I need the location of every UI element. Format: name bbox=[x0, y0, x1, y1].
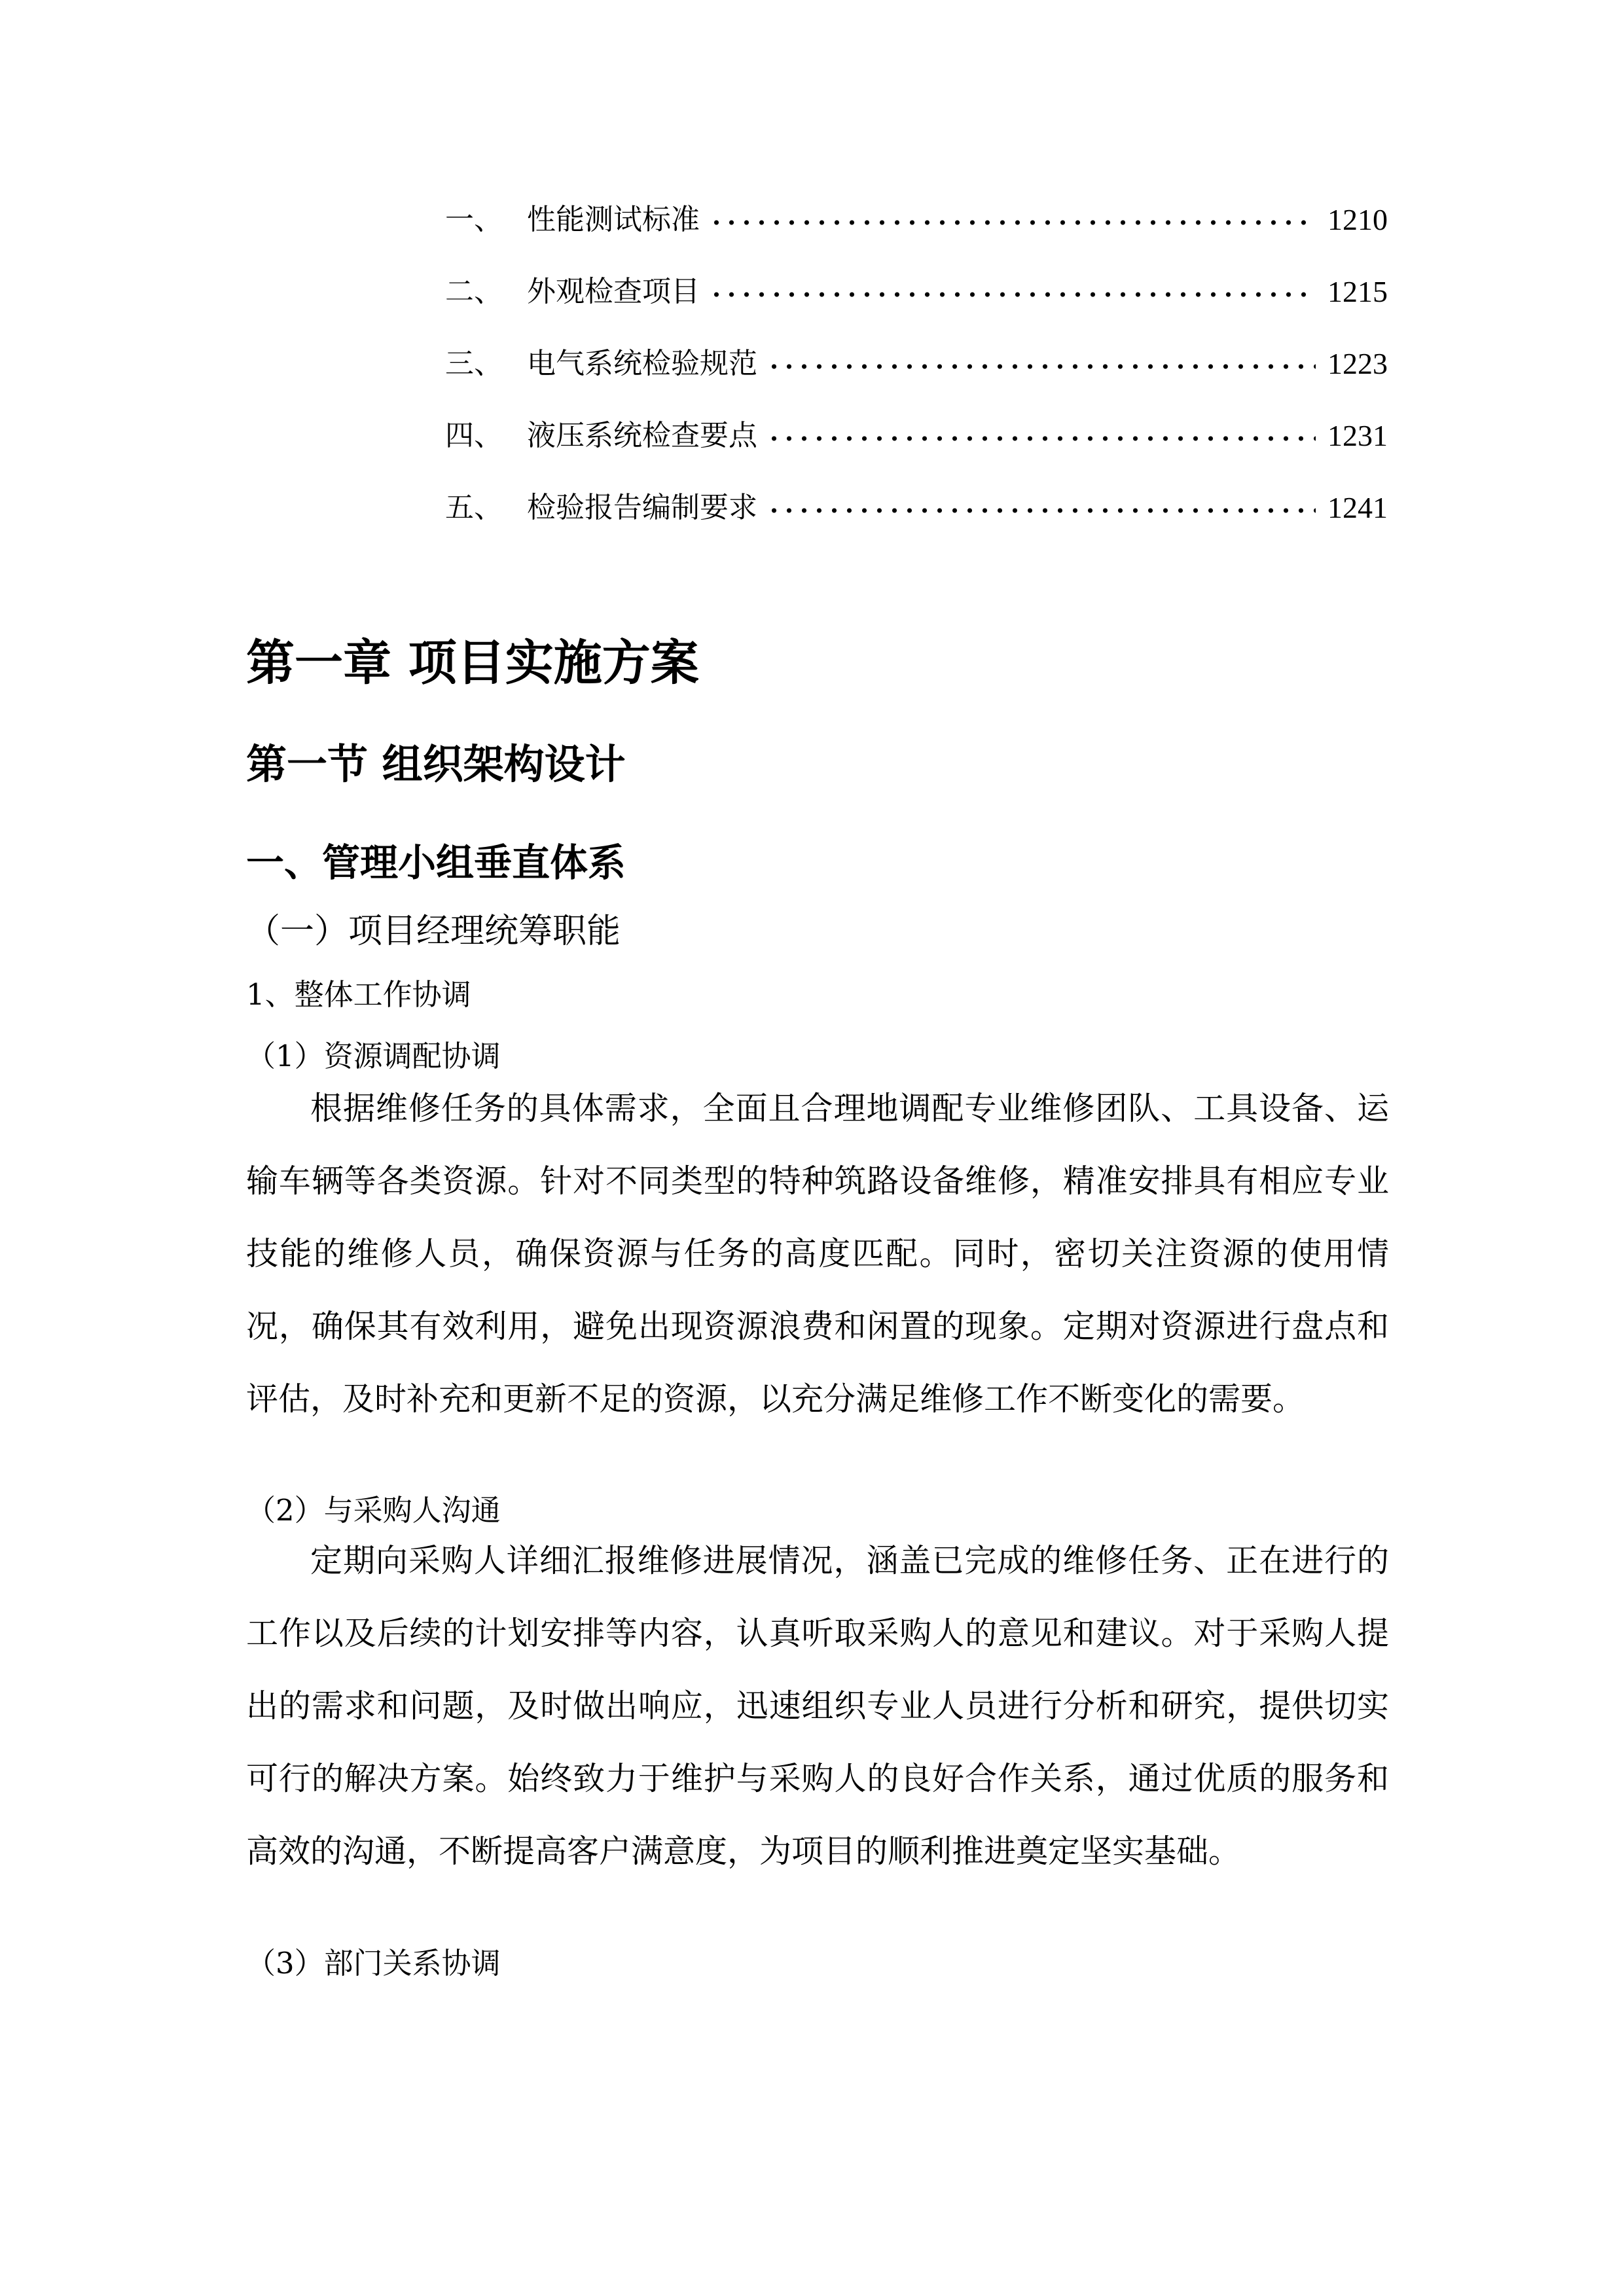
block-heading: （1）资源调配协调 bbox=[246, 1039, 501, 1073]
body-paragraph: 定期向采购人详细汇报维修进展情况，涵盖已完成的维修任务、正在进行的工作以及后续的计划安排等内容，认真听取采购人的意见和建议。对于采购人提出的需求和问题，及时做出响应，迅速组织专业人员进行分析和研究，提供切实可行的解决方案。始终致力于维护与采购人的良好合作关系，通过优质的服务和高效的沟通，不断提高客户满意度，为项目的顺利推进奠定坚实基础。 bbox=[246, 1542, 1389, 1870]
toc-entry-number: 一、 bbox=[445, 203, 503, 236]
toc-entry[interactable] bbox=[445, 410, 1388, 462]
toc-entry-number: 四、 bbox=[445, 419, 503, 452]
toc-entry-title: 检验报告编制要求 bbox=[527, 491, 757, 524]
body-paragraph: 根据维修任务的具体需求，全面且合理地调配专业维修团队、工具设备、运输车辆等各类资源。针对不同类型的特种筑路设备维修，精准安排具有相应专业技能的维修人员，确保资源与任务的高度匹配。同时，密切关注资源的使用情况，确保其有效利用，避免出现资源浪费和闲置的现象。定期对资源进行盘点和评估，及时补充和更新不足的资源，以充分满足维修工作不断变化的需要。 bbox=[246, 1090, 1389, 1418]
toc-entry-page: 1231 bbox=[1327, 419, 1388, 452]
subsection-title: 一、管理小组垂直体系 bbox=[246, 840, 626, 885]
toc-entry-number: 三、 bbox=[445, 347, 503, 380]
toc-dot-leader bbox=[767, 410, 1316, 462]
block-heading: （3）部门关系协调 bbox=[246, 1946, 501, 1981]
section-title: 第一节 组织架构设计 bbox=[246, 740, 626, 788]
toc-entry-page: 1215 bbox=[1327, 275, 1388, 308]
toc-dot-leader bbox=[709, 266, 1316, 318]
toc-entry[interactable] bbox=[445, 338, 1388, 390]
block-heading: （2）与采购人沟通 bbox=[246, 1493, 501, 1528]
toc-entry-page: 1210 bbox=[1327, 203, 1388, 236]
toc-entry[interactable] bbox=[445, 194, 1388, 246]
toc-entry-title: 液压系统检查要点 bbox=[527, 419, 757, 452]
sub-subsection-title: （一）项目经理统筹职能 bbox=[246, 912, 621, 951]
item-title: 1、整体工作协调 bbox=[246, 977, 471, 1012]
toc-entry[interactable] bbox=[445, 482, 1388, 534]
toc-entry[interactable] bbox=[445, 266, 1388, 318]
toc-entry-number: 二、 bbox=[445, 275, 503, 308]
toc-dot-leader bbox=[767, 338, 1316, 390]
toc-entry-title: 性能测试标准 bbox=[527, 203, 700, 236]
toc-entry-title: 电气系统检验规范 bbox=[527, 347, 757, 380]
toc-dot-leader bbox=[709, 194, 1316, 246]
chapter-title: 第一章 项目实施方案 bbox=[246, 635, 699, 691]
toc-entry-page: 1241 bbox=[1327, 491, 1388, 524]
toc-entry-title: 外观检查项目 bbox=[527, 275, 700, 308]
toc-entry-number: 五、 bbox=[445, 491, 503, 524]
toc-entry-page: 1223 bbox=[1327, 347, 1388, 380]
toc-dot-leader bbox=[767, 482, 1316, 534]
